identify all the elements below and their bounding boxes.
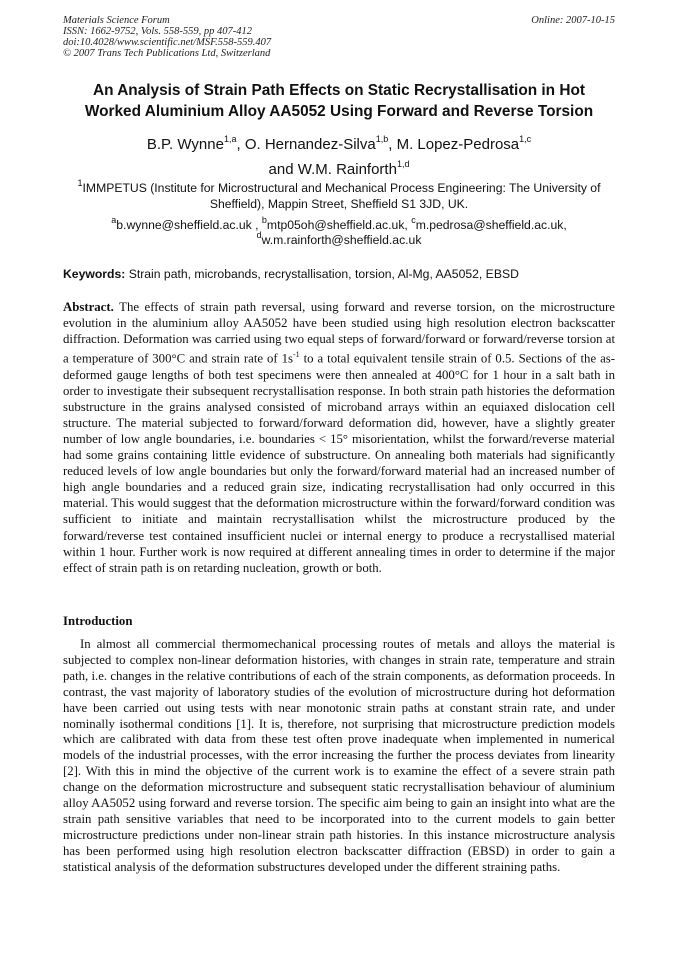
keywords-text: Strain path, microbands, recrystallisation, torsion, Al-Mg, AA5052, EBSD: [125, 267, 519, 281]
affiliation: [63, 177, 615, 212]
abstract-label: Abstract.: [63, 300, 114, 314]
author-affiliation-mark: 1,c: [519, 134, 532, 144]
email-mark: a: [111, 214, 117, 225]
keywords-label: Keywords:: [63, 267, 126, 281]
email-mark: c: [411, 214, 416, 225]
online-date: Online: 2007-10-15: [531, 15, 615, 26]
keywords: [63, 266, 615, 282]
author-affiliation-mark: 1,b: [375, 134, 389, 144]
email-address: mtp05oh@sheffield.ac.uk,: [266, 218, 412, 232]
abstract-text: The effects of strain path reversal, using forward and reverse torsion, on the microstructure evolution in the aluminium alloy AA5052 have been studied using high resolution electron backscatter diffraction. Deformation was carried using two equal steps of forward/forward or forward/reverse torsion at a temperature of 300°C and strain rate of 1s: [63, 300, 615, 366]
copyright-line: © 2007 Trans Tech Publications Ltd, Switzerland: [63, 48, 271, 59]
section-heading: Introduction: [63, 614, 133, 628]
issn-line: ISSN: 1662-9752, Vols. 558-559, pp 407-412: [63, 26, 252, 37]
abstract-superscript: -1: [293, 350, 300, 360]
author-separator: ,: [236, 136, 245, 153]
email-mark: d: [256, 229, 262, 240]
journal-name: Materials Science Forum: [63, 15, 170, 26]
email-mark: b: [261, 214, 267, 225]
doi-line: doi:10.4028/www.scientific.net/MSF.558-559.407: [63, 37, 272, 48]
author-separator: ,: [388, 136, 397, 153]
abstract: [63, 299, 615, 576]
email-address: b.wynne@sheffield.ac.uk ,: [116, 218, 262, 232]
introduction-paragraph: In almost all commercial thermomechanical processing routes of metals and alloys the material is subjected to complex non-linear deformation histories, with changes in strain rate, temperature and strain path, i.e. changes in the relative contributions of each of the strain components, as deformation proceeds. In contrast, the vast majority of laboratory studies of the evolution of microstructure during hot deformation have been carried out using tests with near monotonic strain paths at constant strain rate, and under nominally isothermal conditions [1]. It is, therefore, not surprising that microstructure prediction models which are calibrated with data from these test often prove inadequate when implemented in numerical models of the industrial processes, with the error increasing the further the process deviates from linearity [2]. With this in mind the objective of the current work is to examine the effect of a severe strain path change on the deformation microstructure and subsequent static recrystallisation behaviour of aluminium alloy AA5052 using forward and reverse torsion. The specific aim being to gain an insight into what are the strain path sensitive variables that need to be incorporated into to the current models to gain better microstructure predictions under non-linear strain path histories. In this instance microstructure analysis has been performed using high resolution electron backscatter diffraction (EBSD) in order to gain a statistical analysis of the deformation substructures developed under the different straining paths.: [63, 637, 615, 874]
author-list: [63, 132, 615, 182]
email-address: w.m.rainforth@sheffield.ac.uk: [261, 233, 422, 247]
author-name: M. Lopez-Pedrosa: [396, 136, 520, 153]
journal-header: [63, 15, 271, 59]
author-name: B.P. Wynne: [146, 136, 224, 153]
affiliation-text: IMMPETUS (Institute for Microstructural and Mechanical Process Engineering: The University of Sheffield), Mappin Street, Sheffield S1 3JD, UK.: [82, 181, 601, 211]
author-name: and W.M. Rainforth: [268, 161, 397, 178]
author-name: O. Hernandez-Silva: [244, 136, 376, 153]
email-list: [63, 214, 615, 248]
author-affiliation-mark: 1,d: [396, 159, 410, 169]
affiliation-mark: 1: [77, 177, 83, 188]
abstract-text-continued: to a total equivalent tensile strain of 0.5. Sections of the as-deformed gauge lengths of both test specimens were then annealed at 400°C for 1 hour in a salt bath in order to investigate their subsequent recrystallisation response. In both strain path histories the deformation substructure in the grains analysed consisted of microband arrays within an equiaxed dislocation cell structure. The material subjected to forward/forward deformation did, however, have a slightly greater number of low angle boundaries, i.e. boundaries < 15° misorientation, whilst the forward/reverse material had some grains containing little evidence of substructure. On annealing both materials had significantly reduced levels of low angle boundaries but only the forward/forward material had an increased number of high angle boundaries and a reduced grain size, indicating recrystallisation had only occurred in this material. This would suggest that the deformation microstructure within the forward/forward condition was sufficient to initiate and maintain recrystallisation whilst the microstructure produced by the forward/reverse test contained insufficient nuclei or internal energy to produce a recrystallised material within 1 hour. Further work is now required at different annealing times in order to determine if the major effect of strain path is on retarding nucleation, growth or both.: [63, 351, 615, 575]
email-address: m.pedrosa@sheffield.ac.uk,: [415, 218, 567, 232]
paper-title: An Analysis of Strain Path Effects on Static Recrystallisation in Hot Worked Aluminium Alloy AA5052 Using Forward and Reverse Torsion: [84, 82, 594, 120]
author-affiliation-mark: 1,a: [223, 134, 237, 144]
